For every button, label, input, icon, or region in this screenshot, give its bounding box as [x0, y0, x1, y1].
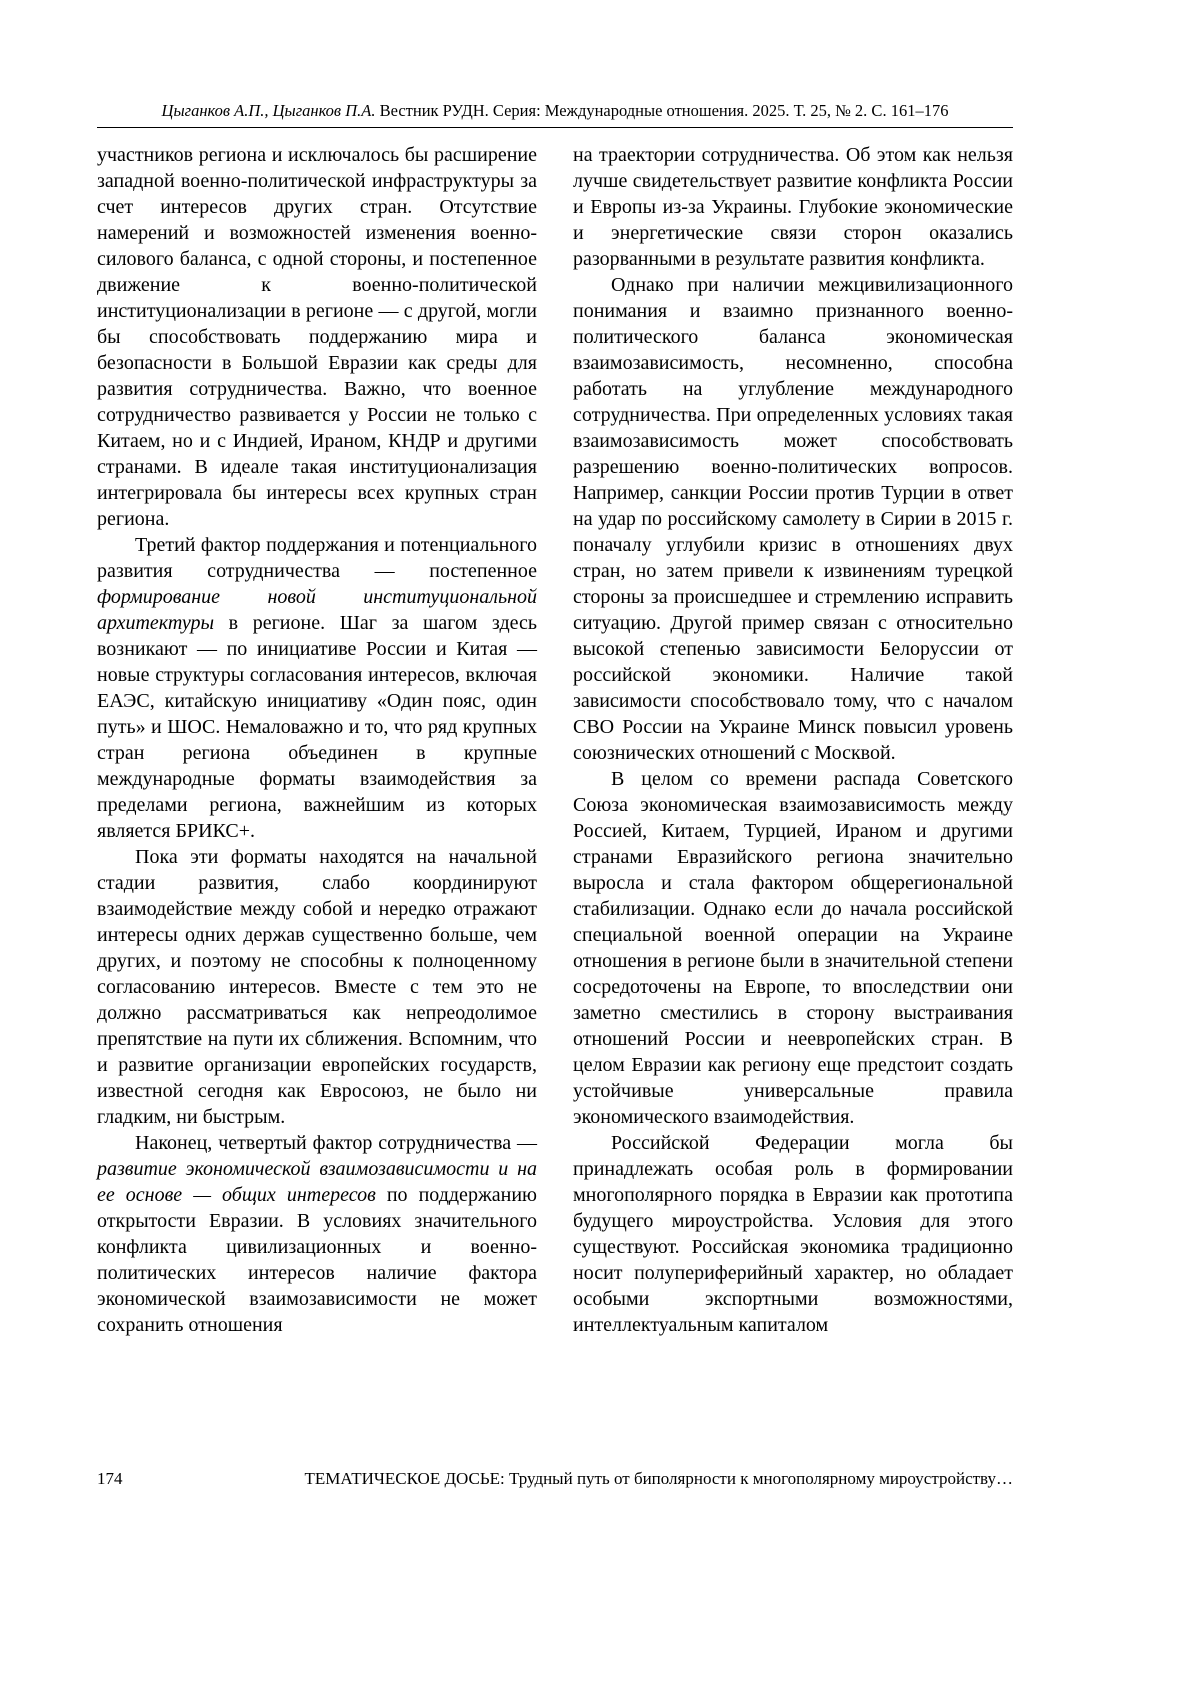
right-column [573, 142, 1013, 1338]
left-column [97, 142, 537, 1338]
page-number: 174 [97, 1469, 123, 1488]
paragraph: Однако при наличии межцивилизационного понимания и взаимно признанного военно-политического баланса экономическая взаимозависимость, несомненно, способна работать на углубление международного сотрудничества. При определенных условиях такая взаимозависимость может способствовать разрешению военно-политических вопросов. Например, санкции России против Турции в ответ на удар по российскому самолету в Сирии в 2015 г. поначалу углубили кризис в отношениях двух стран, но затем привели к извинениям турецкой стороны за происшедшее и стремлению исправить ситуацию. Другой пример связан с относительно высокой степенью зависимости Белоруссии от российской экономики. Наличие такой зависимости способствовало тому, что с началом СВО России на Украине Минск повысил уровень союзнических отношений с Москвой. [573, 274, 1013, 764]
footer-running-title: ТЕМАТИЧЕСКОЕ ДОСЬЕ: Трудный путь от биполярности к многополярному мироустройству… [304, 1469, 1013, 1488]
header-authors: Цыганков А.П., Цыганков П.А. [161, 101, 376, 120]
paragraph: Третий фактор поддержания и потенциального развития сотрудничества — постепенное формирование новой институциональной архитектуры в регионе. Шаг за шагом здесь возникают — по инициативе России и Китая — новые структуры согласования интересов, включая ЕАЭС, китайскую инициативу «Один пояс, один путь» и ШОС. Немаловажно и то, что ряд крупных стран региона объединен в крупные международные форматы взаимодействия за пределами региона, важнейшим из которых является БРИКС+. [97, 534, 537, 842]
paragraph: В целом со времени распада Советского Союза экономическая взаимозависимость между Россией, Китаем, Турцией, Ираном и другими странами Евразийского региона значительно выросла и стала фактором общерегиональной стабилизации. Однако если до начала российской специальной военной операции на Украине отношения в регионе были в значительной степени сосредоточены на Европе, то впоследствии они заметно сместились в сторону выстраивания отношений России и неевропейских стран. В целом Евразии как региону еще предстоит создать устойчивые универсальные правила экономического взаимодействия. [573, 768, 1013, 1128]
paragraph: участников региона и исключалось бы расширение западной военно-политической инфраструктуры за счет интересов других стран. Отсутствие намерений и возможностей изменения военно-силового баланса, с одной стороны, и постепенное движение к военно-политической институционализации в регионе — с другой, могли бы способствовать поддержанию мира и безопасности в Большой Евразии как среды для развития сотрудничества. Важно, что военное сотрудничество развивается у России не только с Китаем, но и с Индией, Ираном, КНДР и другими странами. В идеале такая институционализация интегрировала бы интересы всех крупных стран региона. [97, 144, 537, 530]
running-footer [97, 1468, 1013, 1489]
paragraph: на траектории сотрудничества. Об этом как нельзя лучше свидетельствует развитие конфликта России и Европы из-за Украины. Глубокие экономические и энергетические связи сторон оказались разорванными в результате развития конфликта. [573, 144, 1013, 270]
header-source: Вестник РУДН. Серия: Международные отношения. 2025. Т. 25, № 2. С. 161–176 [375, 101, 949, 120]
running-header [97, 101, 1013, 121]
paragraph: Российской Федерации могла бы принадлежать особая роль в формировании многополярного порядка в Евразии как прототипа будущего мироустройства. Условия для этого существуют. Российская экономика традиционно носит полупериферийный характер, но обладает особыми экспортными возможностями, интеллектуальным капиталом [573, 1132, 1013, 1336]
header-divider [97, 127, 1013, 128]
paragraph: Наконец, четвертый фактор сотрудничества — развитие экономической взаимозависимости и на ее основе — общих интересов по поддержанию открытости Евразии. В условиях значительного конфликта цивилизационных и военно-политических интересов наличие фактора экономической взаимозависимости не может сохранить отношения [97, 1132, 537, 1336]
paragraph: Пока эти форматы находятся на начальной стадии развития, слабо координируют взаимодействие между собой и нередко отражают интересы одних держав существенно больше, чем других, и поэтому не способны к полноценному согласованию интересов. Вместе с тем это не должно рассматриваться как непреодолимое препятствие на пути их сближения. Вспомним, что и развитие организации европейских государств, известной сегодня как Евросоюз, не было ни гладким, ни быстрым. [97, 846, 537, 1128]
article-body [97, 142, 1013, 1338]
